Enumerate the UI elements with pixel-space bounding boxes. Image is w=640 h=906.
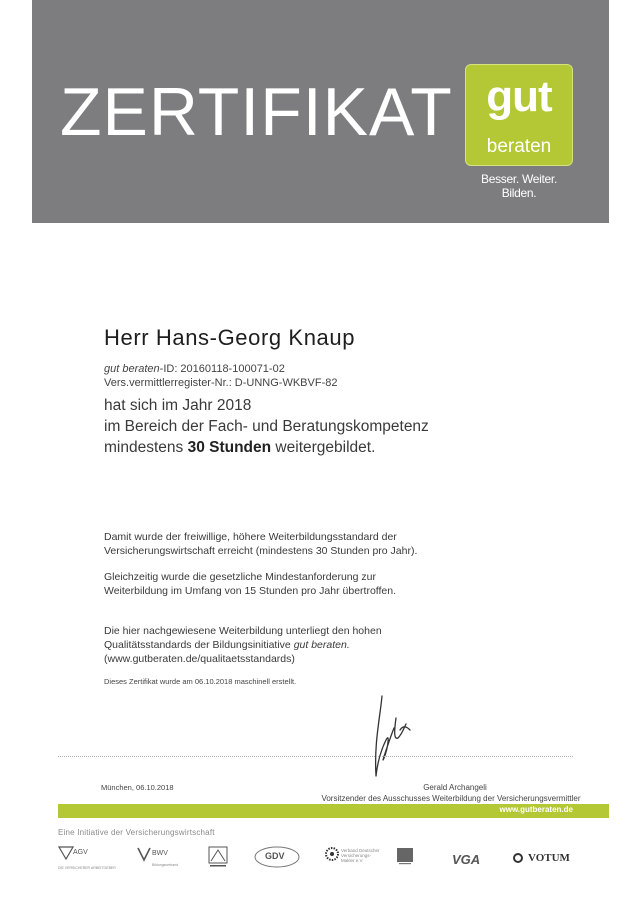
bwv-v-icon <box>136 846 152 862</box>
partner-vdvm-badge <box>396 846 426 876</box>
paragraph-line: Gleichzeitig wurde die gesetzliche Mindestanforderung zur <box>104 571 376 583</box>
bwv-label: BWV <box>152 850 168 857</box>
agv-label: AGV <box>73 849 88 856</box>
partner-vdvm <box>324 846 384 876</box>
gut-beraten-id <box>104 362 337 376</box>
partner-agv <box>58 846 116 876</box>
tagline: Besser. Weiter. Bilden. <box>481 172 557 200</box>
logo-word-beraten: beraten <box>486 136 552 157</box>
footer-green-bar <box>58 804 609 818</box>
book-icon <box>208 846 228 868</box>
badge-icon <box>396 846 414 866</box>
paragraph-line: Damit wurde der freiwillige, höhere Weiterbildungsstandard der <box>104 531 397 543</box>
logo-word-gut: gut <box>486 72 552 121</box>
place-and-date: München, 06.10.2018 <box>101 783 174 792</box>
statement-line-2: im Bereich der Fach- und Beratungskompetenz <box>104 418 429 435</box>
partner-bwv <box>136 846 186 876</box>
recipient-ids <box>104 362 337 390</box>
signature-divider <box>58 756 573 757</box>
register-number: Vers.vermittlerregister-Nr.: D-UNNG-WKBVF-82 <box>104 377 338 389</box>
agv-sublabel: DIE VERSICHERER ARBEITGEBER <box>58 866 116 870</box>
partner-gdv <box>254 846 310 876</box>
generation-note: Dieses Zertifikat wurde am 06.10.2018 maschinell erstellt. <box>104 677 297 686</box>
paragraph-line <box>104 638 382 652</box>
paragraph-line: Weiterbildung im Umfang von 15 Stunden pro Jahr übertroffen. <box>104 585 397 597</box>
signer-name: Gerald Archangeli <box>423 783 487 792</box>
signer-role: Vorsitzender des Ausschusses Weiterbildung der Versicherungsvermittler <box>321 794 581 803</box>
bwv-sublabel: Bildungsverband <box>152 863 179 867</box>
recipient-name: Herr Hans-Georg Knaup <box>104 325 356 350</box>
vdvm-label: Verband Deutscher Versicherungs-Makler e.V. <box>341 848 380 863</box>
certificate-title: ZERTIFIKAT <box>60 74 453 150</box>
signature-image <box>360 688 420 780</box>
id-prefix: gut beraten <box>104 363 160 375</box>
statement-line-1: hat sich im Jahr 2018 <box>104 397 252 414</box>
gut-beraten-logo <box>465 64 573 166</box>
initiative-caption: Eine Initiative der Versicherungswirtschaft <box>58 828 215 837</box>
statement-pre: mindestens <box>104 439 188 456</box>
id-value: -ID: 20160118-100071-02 <box>159 363 285 375</box>
gdv-label: GDV <box>265 851 285 861</box>
statement <box>104 395 429 458</box>
signer-block <box>300 782 602 804</box>
partner-votum-mark <box>512 846 526 876</box>
paragraph-voluntary-standard <box>104 530 417 558</box>
paragraph-text: Qualitätsstandards der Bildungsinitiative <box>104 639 294 651</box>
statement-post: weitergebildet. <box>271 439 376 456</box>
paragraph-quality-standards <box>104 624 382 666</box>
votum-icon <box>512 846 524 868</box>
website-link[interactable]: www.gutberaten.de <box>499 805 573 814</box>
hours-highlight: 30 Stunden <box>187 439 272 456</box>
paragraph-line: Versicherungswirtschaft erreicht (mindestens 30 Stunden pro Jahr). <box>104 545 418 557</box>
initiative-name: gut beraten. <box>293 639 350 651</box>
partner-vga: VGA <box>452 852 481 867</box>
vdvm-burst-icon <box>324 846 340 862</box>
statement-line-3 <box>104 437 429 458</box>
partner-logos <box>58 846 578 876</box>
partner-votum: VOTUM <box>528 852 570 864</box>
paragraph-line: Die hier nachgewiesene Weiterbildung unterliegt den hohen <box>104 625 382 637</box>
quality-standards-url: (www.gutberaten.de/qualitaetsstandards) <box>104 653 295 665</box>
paragraph-legal-requirement <box>104 570 396 598</box>
partner-book-logo <box>208 846 232 876</box>
agv-triangle-icon <box>58 846 74 860</box>
